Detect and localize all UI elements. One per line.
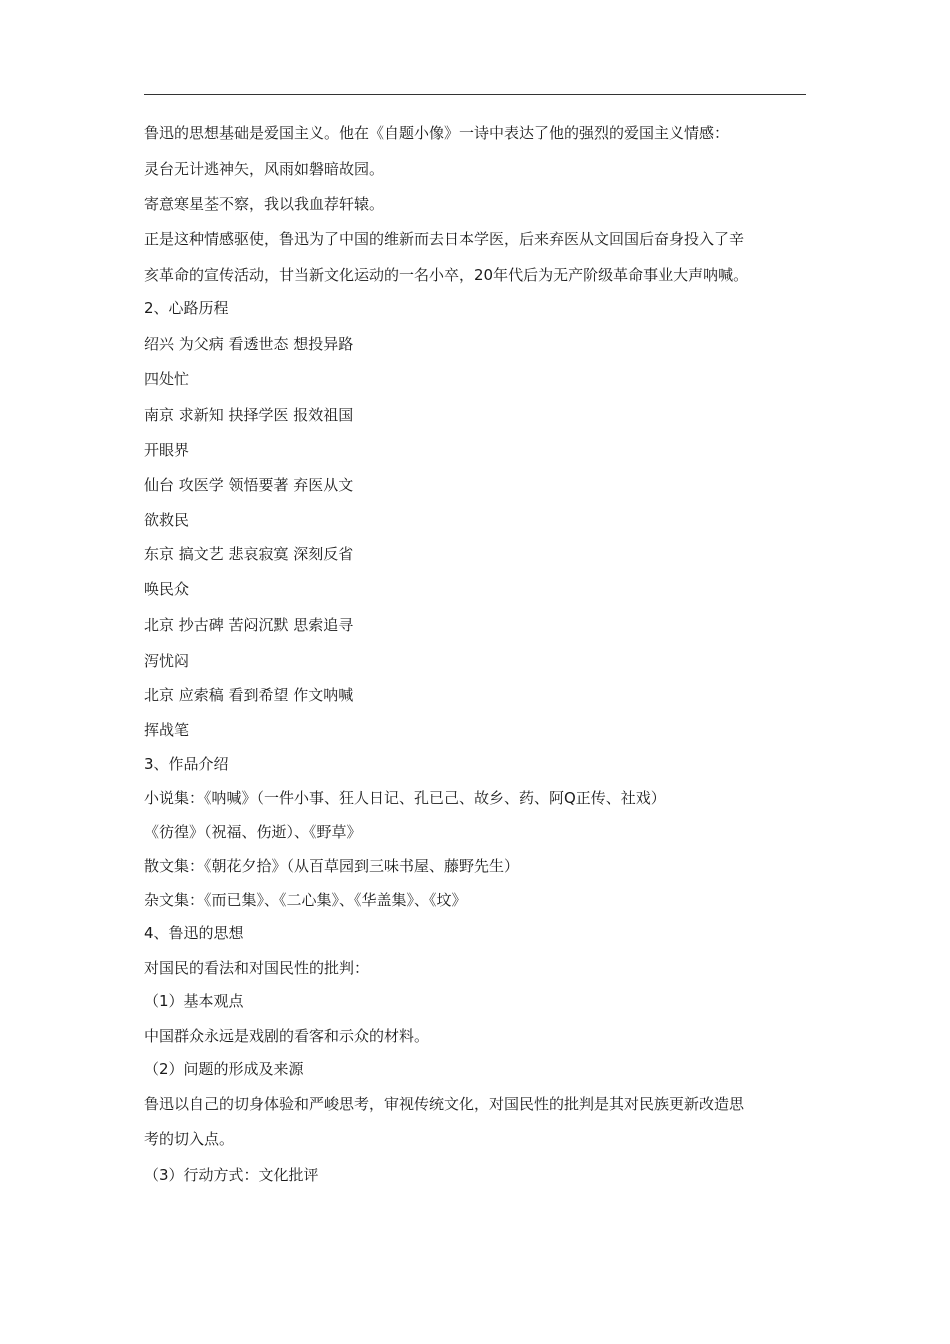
list-item: 四处忙 (144, 370, 190, 388)
list-item: 北京 抄古碑 苦闷沉默 思索追寻 (144, 616, 354, 634)
list-item: 绍兴 为父病 看透世态 想投异路 (144, 335, 354, 353)
list-item: 欲救民 (144, 511, 190, 529)
paragraph-line: 亥革命的宣传活动，甘当新文化运动的一名小卒，20年代后为无产阶级革命事业大声呐喊。 (144, 266, 749, 284)
list-item: 东京 搞文艺 悲哀寂寞 深刻反省 (144, 545, 354, 563)
subheading: （3）行动方式：文化批评 (144, 1166, 319, 1184)
list-item: 散文集：《朝花夕拾》（从百草园到三味书屋、藤野先生） (144, 857, 520, 875)
paragraph-line: 正是这种情感驱使，鲁迅为了中国的维新而去日本学医，后来弃医从文回国后奋身投入了辛 (144, 230, 745, 248)
list-item: 唤民众 (144, 580, 190, 598)
paragraph-line: 考的切入点。 (144, 1130, 235, 1148)
list-item: 开眼界 (144, 441, 190, 459)
list-item: 泻忧闷 (144, 652, 190, 670)
paragraph-line: 鲁迅的思想基础是爱国主义。他在《自题小像》一诗中表达了他的强烈的爱国主义情感： (144, 124, 730, 142)
list-item: 南京 求新知 抉择学医 报效祖国 (144, 406, 354, 424)
paragraph-line: 鲁迅以自己的切身体验和严峻思考，审视传统文化，对国民性的批判是其对民族更新改造思 (144, 1095, 745, 1113)
list-item: 北京 应索稿 看到希望 作文呐喊 (144, 686, 354, 704)
section-heading: 3、作品介绍 (144, 755, 229, 773)
list-item: 挥战笔 (144, 721, 190, 739)
section-heading: 2、心路历程 (144, 299, 229, 317)
subheading: （2）问题的形成及来源 (144, 1060, 304, 1078)
list-item: 《彷徨》（祝福、伤逝）、《野草》 (144, 823, 362, 841)
paragraph-line: 对国民的看法和对国民性的批判： (144, 959, 370, 977)
list-item: 杂文集：《而已集》、《二心集》、《华盖集》、《坟》 (144, 891, 467, 909)
poem-line: 灵台无计逃神矢，风雨如磐暗故园。 (144, 160, 385, 178)
poem-line: 寄意寒星荃不察，我以我血荐轩辕。 (144, 195, 385, 213)
subheading: （1）基本观点 (144, 992, 244, 1010)
paragraph-line: 中国群众永远是戏剧的看客和示众的材料。 (144, 1027, 430, 1045)
header-rule (144, 94, 806, 95)
section-heading: 4、鲁迅的思想 (144, 924, 244, 942)
list-item: 仙台 攻医学 领悟要著 弃医从文 (144, 476, 354, 494)
list-item: 小说集：《呐喊》（一件小事、狂人日记、孔已己、故乡、药、阿Q正传、社戏） (144, 789, 666, 807)
